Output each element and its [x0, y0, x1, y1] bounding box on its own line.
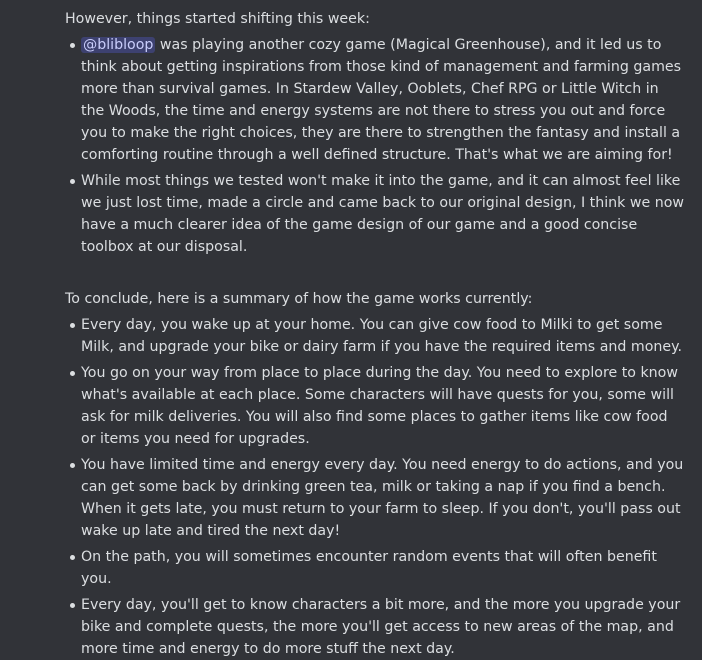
list-item	[81, 170, 686, 258]
user-mention[interactable]: @blibloop	[83, 37, 154, 53]
list-item: Every day, you wake up at your home. You can give cow food to Milki to get some Milk, and upgrade your bike or dairy farm if you have the required items and money.	[81, 314, 686, 358]
list-item: On the path, you will sometimes encounter random events that will often benefit you.	[81, 546, 686, 590]
list-item	[81, 34, 686, 166]
list-item-text: While most things we tested won't make it into the game, and it can almost feel like we just lost time, made a circle and came back to our original design, I think we now have a much clearer idea of the game design of our game and a good concise toolbox at our disposal.	[81, 173, 685, 255]
shift-list	[65, 34, 686, 258]
list-item-text: was playing another cozy game (Magical Greenhouse), and it led us to think about getting inspirations from those kind of management and farming games more than survival games. In Stardew Valley, Ooblets, Chef RPG or Little Witch in the Woods, the time and energy systems are not there to stress you out and force you to make the right choices, they are there to strengthen the fantasy and install a comforting routine through a well defined structure. That's what we are aiming for!	[81, 37, 682, 163]
list-item: Every day, you'll get to know characters a bit more, and the more you upgrade your bike and complete quests, the more you'll get access to new areas of the map, and more time and energy to do more stuff the next day.	[81, 594, 686, 660]
list-item: You go on your way from place to place during the day. You need to explore to know what's available at each place. Some characters will have quests for you, some will ask for milk deliveries. You will also find some places to gather items like cow food or items you need for upgrades.	[81, 362, 686, 450]
summary-list	[65, 314, 686, 660]
conclusion-paragraph: To conclude, here is a summary of how the game works currently:	[65, 291, 533, 307]
intro-paragraph: However, things started shifting this week:	[65, 11, 370, 27]
list-item: You have limited time and energy every day. You need energy to do actions, and you can get some back by drinking green tea, milk or taking a nap if you find a bench. When it gets late, you must return to your farm to sleep. If you don't, you'll pass out wake up late and tired the next day!	[81, 454, 686, 542]
spacer	[65, 262, 686, 288]
